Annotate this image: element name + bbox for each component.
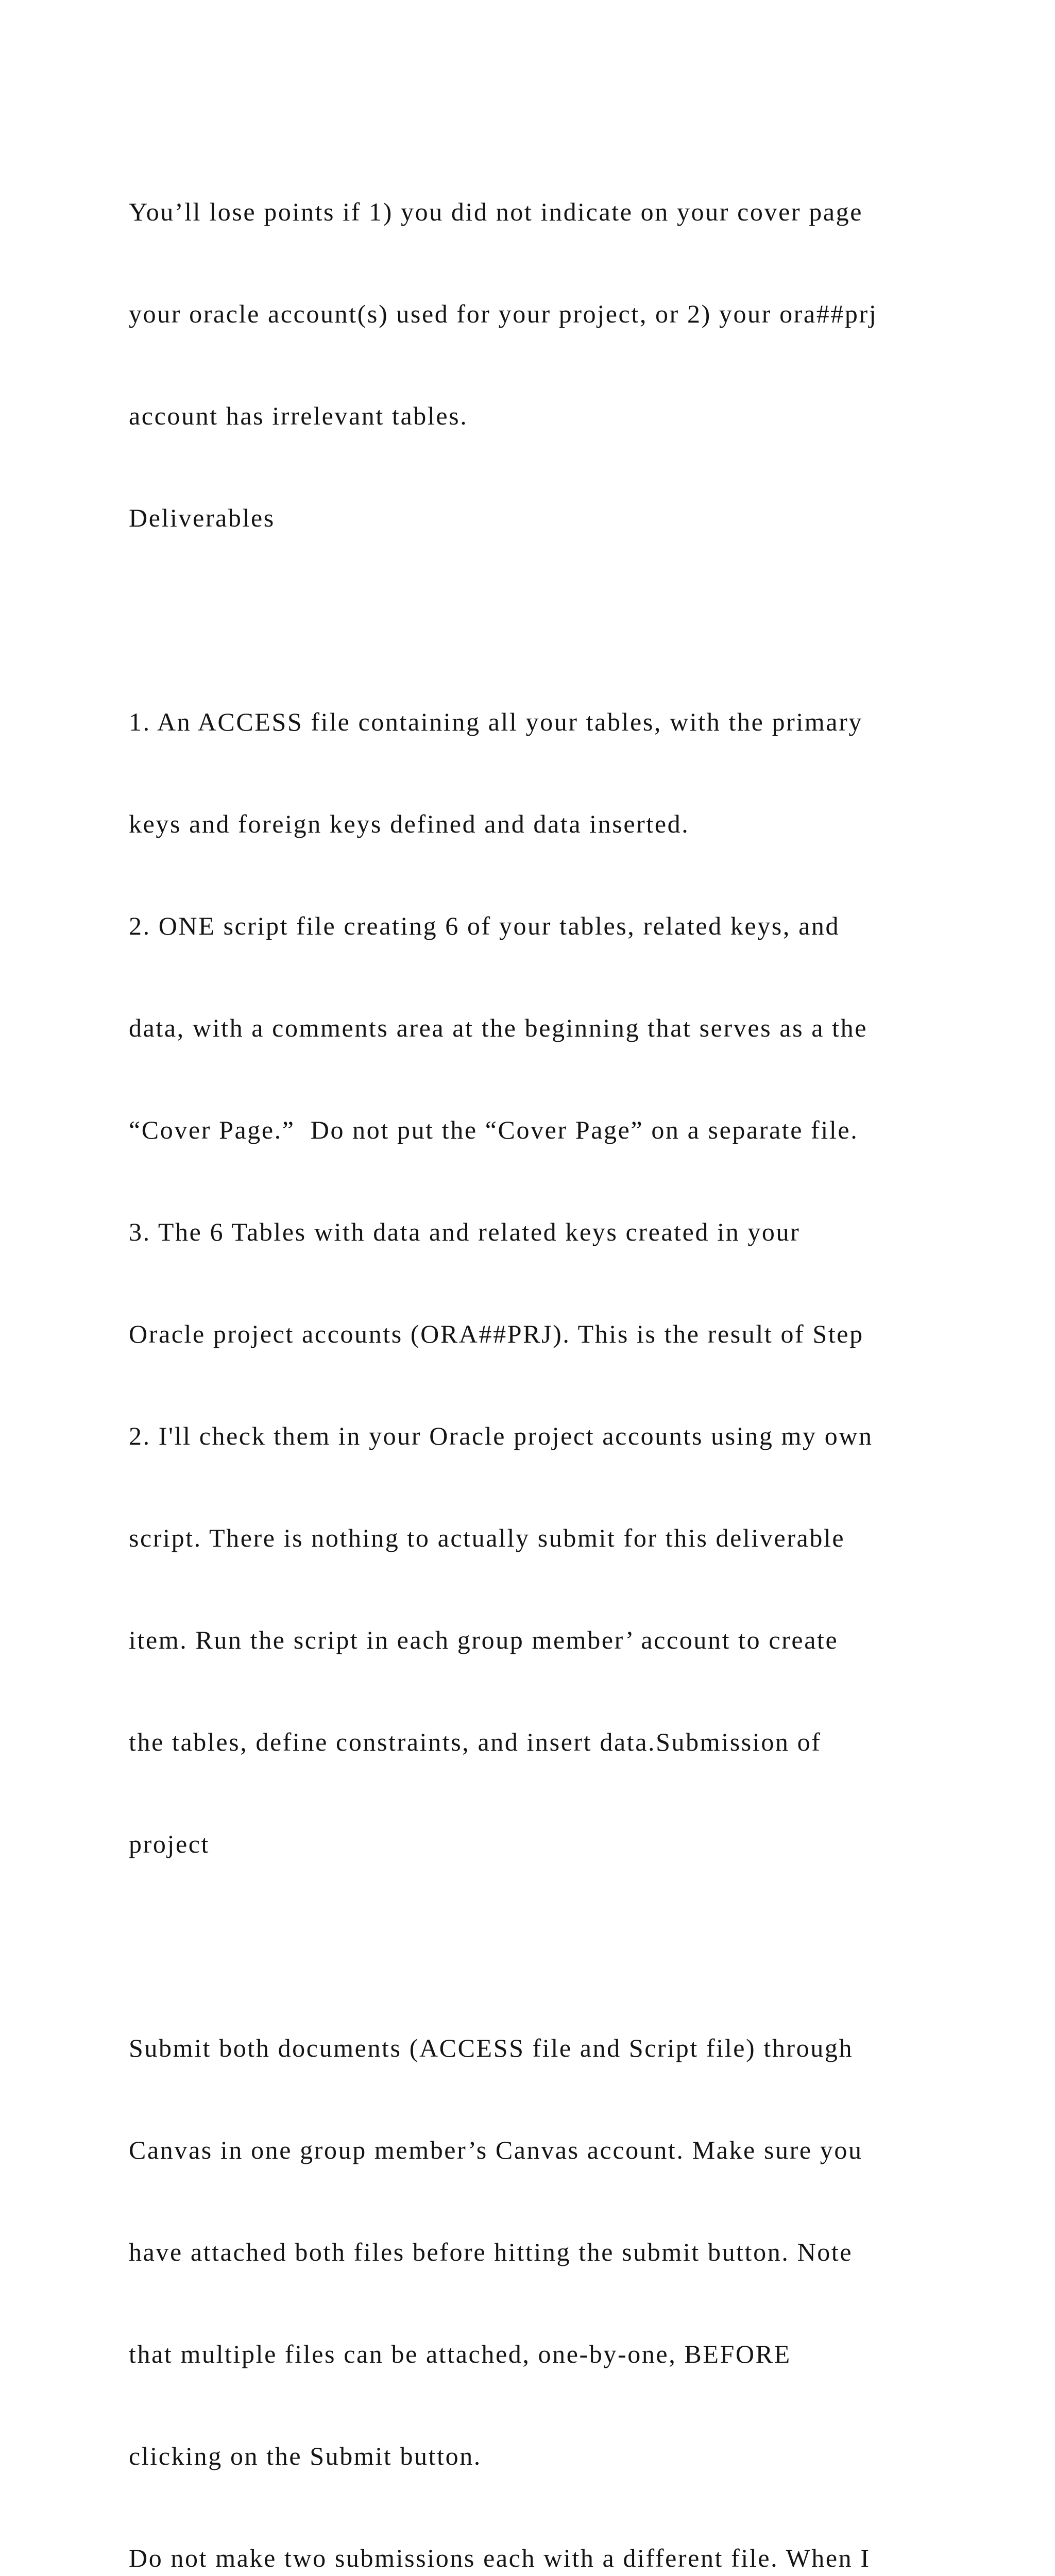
blank-line <box>129 1929 1005 1963</box>
text-line: “Cover Page.” Do not put the “Cover Page” on a separate file. <box>129 1115 859 1144</box>
text-line: script. There is nothing to actually submit for this deliverable <box>129 1523 845 1552</box>
text-line: your oracle account(s) used for your project, or 2) your ora##prj <box>129 299 878 328</box>
text-line: 1. An ACCESS file containing all your tables, with the primary <box>129 707 863 736</box>
text-line: 3. The 6 Tables with data and related keys created in your <box>129 1217 801 1246</box>
document-body <box>129 127 1005 2576</box>
text-line: project <box>129 1829 210 1858</box>
text-line: Oracle project accounts (ORA##PRJ). This is the result of Step <box>129 1319 864 1348</box>
text-line: account has irrelevant tables. <box>129 401 468 430</box>
text-line: Canvas in one group member’s Canvas account. Make sure you <box>129 2136 863 2164</box>
text-line: have attached both files before hitting the submit button. Note <box>129 2238 853 2266</box>
text-line: Do not make two submissions each with a different file. When I <box>129 2544 871 2572</box>
text-line: 2. ONE script file creating 6 of your tables, related keys, and <box>129 911 840 940</box>
text-line: item. Run the script in each group member’ account to create <box>129 1625 839 1654</box>
text-line: clicking on the Submit button. <box>129 2442 482 2470</box>
text-line: keys and foreign keys defined and data inserted. <box>129 809 690 838</box>
section-heading-deliverables: Deliverables <box>129 503 275 532</box>
text-line: data, with a comments area at the beginning that serves as a the <box>129 1013 868 1042</box>
text-line: 2. I'll check them in your Oracle project accounts using my own <box>129 1421 873 1450</box>
blank-line <box>129 603 1005 637</box>
text-line: Submit both documents (ACCESS file and Script file) through <box>129 2033 854 2062</box>
text-line: that multiple files can be attached, one-by-one, BEFORE <box>129 2340 791 2368</box>
text-line: You’ll lose points if 1) you did not indicate on your cover page <box>129 197 863 226</box>
text-line: the tables, define constraints, and insert data.Submission of <box>129 1727 822 1756</box>
